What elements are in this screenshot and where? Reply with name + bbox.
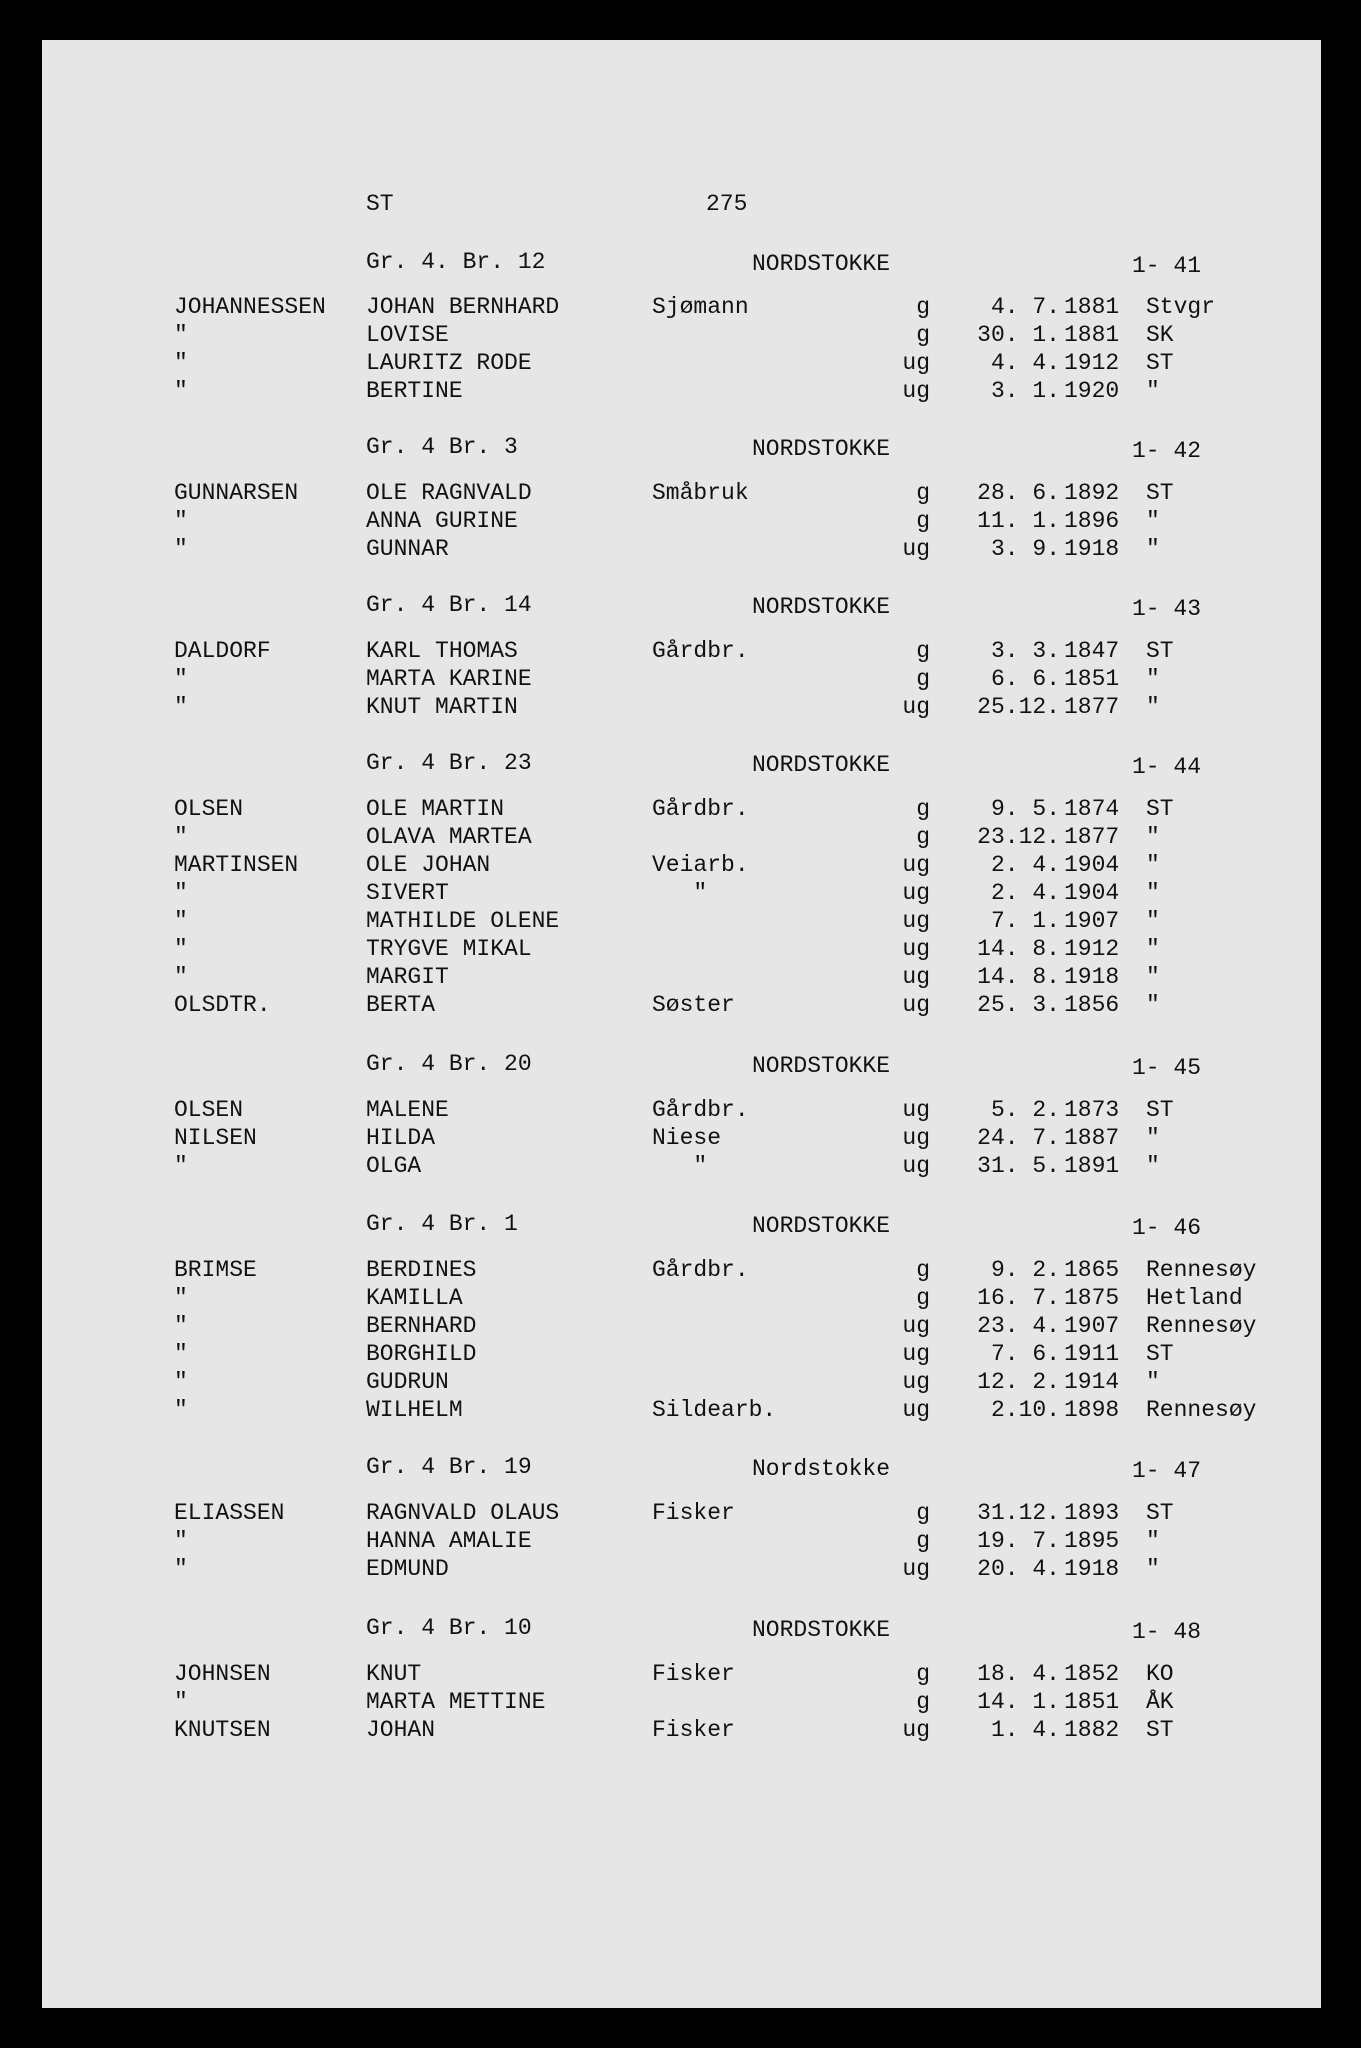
person-row (0, 321, 1361, 349)
person-birth-year: 1877 (1064, 824, 1120, 850)
person-row (0, 507, 1361, 535)
person-given-name: BERDINES (366, 1257, 477, 1283)
person-birth-year: 1895 (1064, 1528, 1120, 1554)
person-marital-status: g (916, 796, 930, 822)
person-row (0, 349, 1361, 377)
person-birthplace: " (1146, 992, 1160, 1018)
person-birthplace: Rennesøy (1146, 1397, 1257, 1423)
person-given-name: JOHAN BERNHARD (366, 294, 560, 320)
person-birth-date: 9. 5. (990, 796, 1060, 822)
person-birth-date: 3. 1. (990, 378, 1060, 404)
person-birth-year: 1891 (1064, 1153, 1120, 1179)
person-surname: KNUTSEN (174, 1717, 271, 1743)
household-section (0, 1210, 1361, 1423)
person-row (0, 1124, 1361, 1152)
person-surname: " (174, 908, 188, 934)
person-birth-year: 1907 (1064, 1313, 1120, 1339)
person-birth-date: 3. 3. (990, 638, 1060, 664)
person-given-name: WILHELM (366, 1397, 463, 1423)
person-birthplace: ST (1146, 796, 1174, 822)
person-marital-status: ug (902, 694, 930, 720)
person-occupation: Veiarb. (652, 852, 749, 878)
person-given-name: OLE MARTIN (366, 796, 505, 822)
person-marital-status: ug (902, 936, 930, 962)
person-row (0, 1284, 1361, 1312)
section-number: 1- 41 (1132, 253, 1202, 279)
person-given-name: SIVERT (366, 880, 449, 906)
person-birthplace: Stvgr (1146, 294, 1216, 320)
person-birth-year: 1852 (1064, 1661, 1120, 1687)
person-birth-date: 14. 8. (977, 936, 1060, 962)
person-occupation: Gårdbr. (652, 1097, 749, 1123)
person-birth-year: 1881 (1064, 322, 1120, 348)
person-birth-date: 14. 8. (977, 964, 1060, 990)
person-given-name: MARGIT (366, 964, 449, 990)
person-birth-year: 1907 (1064, 908, 1120, 934)
person-marital-status: ug (902, 1556, 930, 1582)
person-given-name: OLE RAGNVALD (366, 480, 532, 506)
section-label: Gr. 4 Br. 3 (366, 434, 518, 460)
person-surname: OLSDTR. (174, 992, 271, 1018)
person-birthplace: " (1146, 1153, 1160, 1179)
person-birthplace: ST (1146, 1341, 1174, 1367)
person-birth-year: 1893 (1064, 1500, 1120, 1526)
person-marital-status: g (916, 1257, 930, 1283)
person-birth-year: 1875 (1064, 1285, 1120, 1311)
person-birth-date: 1. 4. (990, 1717, 1060, 1743)
person-row (0, 851, 1361, 879)
person-birth-year: 1877 (1064, 694, 1120, 720)
person-birth-date: 9. 2. (990, 1257, 1060, 1283)
person-row (0, 963, 1361, 991)
person-birth-year: 1896 (1064, 508, 1120, 534)
person-birth-date: 4. 7. (990, 294, 1060, 320)
person-birthplace: ST (1146, 1097, 1174, 1123)
person-row (0, 1499, 1361, 1527)
person-birth-year: 1914 (1064, 1369, 1120, 1395)
person-birthplace: " (1146, 1556, 1160, 1582)
person-marital-status: g (916, 1661, 930, 1687)
page-header-code: ST (366, 191, 394, 217)
person-birth-date: 6. 6. (990, 666, 1060, 692)
household-section (0, 1614, 1361, 1764)
person-given-name: KAMILLA (366, 1285, 463, 1311)
section-number: 1- 42 (1132, 438, 1202, 464)
person-row (0, 935, 1361, 963)
person-given-name: LAURITZ RODE (366, 350, 532, 376)
person-occupation: Gårdbr. (652, 1257, 749, 1283)
section-label: Gr. 4 Br. 14 (366, 592, 532, 618)
person-occupation: Sjømann (652, 294, 749, 320)
person-birth-date: 4. 4. (990, 350, 1060, 376)
person-birth-year: 1847 (1064, 638, 1120, 664)
section-label: Gr. 4. Br. 12 (366, 249, 546, 275)
person-surname: " (174, 1369, 188, 1395)
person-occupation: Søster (652, 992, 735, 1018)
section-label: Gr. 4 Br. 20 (366, 1051, 532, 1077)
person-given-name: GUNNAR (366, 536, 449, 562)
person-occupation: Fisker (652, 1717, 735, 1743)
person-row (0, 1555, 1361, 1583)
person-birth-year: 1918 (1064, 1556, 1120, 1582)
person-marital-status: ug (902, 852, 930, 878)
person-birthplace: ST (1146, 480, 1174, 506)
section-place: NORDSTOKKE (752, 1617, 891, 1643)
section-place: NORDSTOKKE (752, 594, 891, 620)
person-occupation: Småbruk (652, 480, 749, 506)
person-surname: " (174, 1689, 188, 1715)
person-birthplace: " (1146, 536, 1160, 562)
person-birth-year: 1865 (1064, 1257, 1120, 1283)
person-row (0, 1688, 1361, 1716)
person-birthplace: Rennesøy (1146, 1257, 1257, 1283)
person-birth-date: 7. 6. (990, 1341, 1060, 1367)
person-marital-status: ug (902, 992, 930, 1018)
person-birth-year: 1856 (1064, 992, 1120, 1018)
person-given-name: RAGNVALD OLAUS (366, 1500, 560, 1526)
person-birthplace: ST (1146, 1717, 1174, 1743)
person-birth-year: 1873 (1064, 1097, 1120, 1123)
section-place: NORDSTOKKE (752, 1213, 891, 1239)
person-row (0, 1256, 1361, 1284)
household-section (0, 433, 1361, 583)
person-marital-status: ug (902, 1397, 930, 1423)
person-birth-date: 7. 1. (990, 908, 1060, 934)
section-number: 1- 44 (1132, 754, 1202, 780)
person-row (0, 1396, 1361, 1424)
person-surname: OLSEN (174, 796, 244, 822)
person-row (0, 1716, 1361, 1744)
person-birth-date: 11. 1. (977, 508, 1060, 534)
person-marital-status: ug (902, 964, 930, 990)
person-row (0, 293, 1361, 321)
household-section (0, 591, 1361, 741)
person-surname: " (174, 1313, 188, 1339)
person-birth-date: 5. 2. (990, 1097, 1060, 1123)
person-birthplace: SK (1146, 322, 1174, 348)
person-occupation: Fisker (652, 1661, 735, 1687)
person-birthplace: " (1146, 824, 1160, 850)
person-birth-date: 28. 6. (977, 480, 1060, 506)
person-row (0, 1368, 1361, 1396)
person-surname: ELIASSEN (174, 1500, 285, 1526)
person-row (0, 823, 1361, 851)
person-birth-year: 1881 (1064, 294, 1120, 320)
person-surname: JOHANNESSEN (174, 294, 326, 320)
person-birth-year: 1920 (1064, 378, 1120, 404)
section-number: 1- 45 (1132, 1055, 1202, 1081)
person-birth-date: 3. 9. (990, 536, 1060, 562)
person-occupation: Gårdbr. (652, 638, 749, 664)
person-marital-status: ug (902, 1153, 930, 1179)
person-birth-year: 1851 (1064, 666, 1120, 692)
person-birthplace: " (1146, 1528, 1160, 1554)
person-birth-date: 31. 5. (977, 1153, 1060, 1179)
person-marital-status: g (916, 508, 930, 534)
person-row (0, 1527, 1361, 1555)
person-birthplace: Hetland (1146, 1285, 1243, 1311)
person-surname: " (174, 1153, 188, 1179)
person-occupation: Gårdbr. (652, 796, 749, 822)
person-birth-year: 1912 (1064, 936, 1120, 962)
person-birth-year: 1911 (1064, 1341, 1120, 1367)
person-birth-date: 16. 7. (977, 1285, 1060, 1311)
person-birth-date: 30. 1. (977, 322, 1060, 348)
person-marital-status: ug (902, 350, 930, 376)
person-marital-status: ug (902, 880, 930, 906)
person-birthplace: KO (1146, 1661, 1174, 1687)
person-birth-year: 1851 (1064, 1689, 1120, 1715)
person-surname: " (174, 824, 188, 850)
section-place: NORDSTOKKE (752, 752, 891, 778)
person-marital-status: ug (902, 536, 930, 562)
person-surname: " (174, 1556, 188, 1582)
person-given-name: TRYGVE MIKAL (366, 936, 532, 962)
person-surname: JOHNSEN (174, 1661, 271, 1687)
person-birthplace: " (1146, 1369, 1160, 1395)
person-birth-date: 20. 4. (977, 1556, 1060, 1582)
person-birthplace: " (1146, 694, 1160, 720)
person-marital-status: g (916, 1500, 930, 1526)
person-given-name: HILDA (366, 1125, 436, 1151)
person-given-name: ANNA GURINE (366, 508, 518, 534)
person-birth-year: 1918 (1064, 536, 1120, 562)
person-surname: " (174, 378, 188, 404)
section-number: 1- 43 (1132, 596, 1202, 622)
person-birthplace: " (1146, 1125, 1160, 1151)
person-birthplace: " (1146, 908, 1160, 934)
person-marital-status: ug (902, 908, 930, 934)
person-marital-status: g (916, 1285, 930, 1311)
person-row (0, 1152, 1361, 1180)
household-section (0, 248, 1361, 404)
person-birth-date: 31.12. (977, 1500, 1060, 1526)
person-given-name: MARTA METTINE (366, 1689, 546, 1715)
person-surname: OLSEN (174, 1097, 244, 1123)
person-birth-date: 14. 1. (977, 1689, 1060, 1715)
person-occupation: " (652, 880, 708, 906)
person-birthplace: " (1146, 378, 1160, 404)
person-marital-status: ug (902, 1717, 930, 1743)
person-birth-year: 1904 (1064, 852, 1120, 878)
person-given-name: MALENE (366, 1097, 449, 1123)
person-surname: " (174, 694, 188, 720)
section-place: NORDSTOKKE (752, 251, 891, 277)
person-given-name: BERNHARD (366, 1313, 477, 1339)
person-occupation: " (652, 1153, 708, 1179)
household-section (0, 1050, 1361, 1200)
person-given-name: GUDRUN (366, 1369, 449, 1395)
person-given-name: HANNA AMALIE (366, 1528, 532, 1554)
person-row (0, 665, 1361, 693)
person-marital-status: ug (902, 1313, 930, 1339)
person-birthplace: " (1146, 666, 1160, 692)
person-marital-status: ug (902, 1369, 930, 1395)
person-given-name: KNUT MARTIN (366, 694, 518, 720)
person-given-name: OLAVA MARTEA (366, 824, 532, 850)
person-birthplace: ÅK (1146, 1689, 1174, 1715)
person-row (0, 1340, 1361, 1368)
household-section (0, 749, 1361, 1018)
person-surname: " (174, 666, 188, 692)
person-birth-year: 1874 (1064, 796, 1120, 822)
person-surname: " (174, 508, 188, 534)
person-marital-status: g (916, 638, 930, 664)
person-surname: DALDORF (174, 638, 271, 664)
page-number: 275 (706, 191, 748, 217)
person-given-name: BERTA (366, 992, 436, 1018)
person-marital-status: g (916, 824, 930, 850)
section-number: 1- 47 (1132, 1458, 1202, 1484)
person-row (0, 991, 1361, 1019)
person-birthplace: ST (1146, 1500, 1174, 1526)
person-given-name: JOHAN (366, 1717, 436, 1743)
person-surname: NILSEN (174, 1125, 257, 1151)
person-birth-date: 23.12. (977, 824, 1060, 850)
person-birth-year: 1918 (1064, 964, 1120, 990)
person-marital-status: ug (902, 378, 930, 404)
person-birth-date: 25.12. (977, 694, 1060, 720)
person-surname: BRIMSE (174, 1257, 257, 1283)
person-given-name: BERTINE (366, 378, 463, 404)
person-birth-date: 23. 4. (977, 1313, 1060, 1339)
person-birth-year: 1904 (1064, 880, 1120, 906)
person-birthplace: " (1146, 880, 1160, 906)
person-birthplace: " (1146, 508, 1160, 534)
person-birth-date: 2.10. (990, 1397, 1060, 1423)
person-row (0, 907, 1361, 935)
person-birth-date: 2. 4. (990, 852, 1060, 878)
person-given-name: BORGHILD (366, 1341, 477, 1367)
person-surname: " (174, 350, 188, 376)
person-birthplace: Rennesøy (1146, 1313, 1257, 1339)
person-row (0, 535, 1361, 563)
person-row (0, 693, 1361, 721)
person-given-name: OLGA (366, 1153, 422, 1179)
person-row (0, 479, 1361, 507)
person-given-name: LOVISE (366, 322, 449, 348)
person-surname: GUNNARSEN (174, 480, 299, 506)
section-label: Gr. 4 Br. 23 (366, 750, 532, 776)
person-birthplace: ST (1146, 638, 1174, 664)
household-section (0, 1453, 1361, 1603)
person-birth-year: 1887 (1064, 1125, 1120, 1151)
person-given-name: MARTA KARINE (366, 666, 532, 692)
person-row (0, 377, 1361, 405)
person-surname: " (174, 322, 188, 348)
person-row (0, 637, 1361, 665)
person-birth-date: 12. 2. (977, 1369, 1060, 1395)
person-birth-year: 1892 (1064, 480, 1120, 506)
person-surname: " (174, 1397, 188, 1423)
person-surname: " (174, 880, 188, 906)
person-birth-year: 1882 (1064, 1717, 1120, 1743)
person-marital-status: g (916, 1689, 930, 1715)
person-surname: " (174, 1528, 188, 1554)
person-birth-date: 24. 7. (977, 1125, 1060, 1151)
person-marital-status: g (916, 294, 930, 320)
person-surname: MARTINSEN (174, 852, 299, 878)
person-given-name: MATHILDE OLENE (366, 908, 560, 934)
person-birth-date: 2. 4. (990, 880, 1060, 906)
person-surname: " (174, 1285, 188, 1311)
section-number: 1- 46 (1132, 1215, 1202, 1241)
person-birth-year: 1898 (1064, 1397, 1120, 1423)
person-row (0, 1096, 1361, 1124)
person-birth-date: 18. 4. (977, 1661, 1060, 1687)
person-occupation: Niese (652, 1125, 722, 1151)
person-occupation: Fisker (652, 1500, 735, 1526)
person-birth-date: 19. 7. (977, 1528, 1060, 1554)
person-birth-year: 1912 (1064, 350, 1120, 376)
person-birth-date: 25. 3. (977, 992, 1060, 1018)
person-birthplace: " (1146, 936, 1160, 962)
person-marital-status: g (916, 480, 930, 506)
person-row (0, 795, 1361, 823)
person-birthplace: " (1146, 852, 1160, 878)
person-marital-status: g (916, 1528, 930, 1554)
person-row (0, 1660, 1361, 1688)
person-given-name: KARL THOMAS (366, 638, 518, 664)
person-birthplace: ST (1146, 350, 1174, 376)
person-marital-status: ug (902, 1341, 930, 1367)
person-surname: " (174, 536, 188, 562)
person-marital-status: g (916, 322, 930, 348)
person-occupation: Sildearb. (652, 1397, 777, 1423)
section-number: 1- 48 (1132, 1619, 1202, 1645)
person-surname: " (174, 964, 188, 990)
person-given-name: EDMUND (366, 1556, 449, 1582)
person-given-name: OLE JOHAN (366, 852, 491, 878)
section-label: Gr. 4 Br. 19 (366, 1454, 532, 1480)
person-given-name: KNUT (366, 1661, 422, 1687)
section-label: Gr. 4 Br. 10 (366, 1615, 532, 1641)
person-birthplace: " (1146, 964, 1160, 990)
person-marital-status: g (916, 666, 930, 692)
section-place: Nordstokke (752, 1456, 891, 1482)
person-surname: " (174, 936, 188, 962)
person-marital-status: ug (902, 1097, 930, 1123)
section-label: Gr. 4 Br. 1 (366, 1211, 518, 1237)
person-row (0, 879, 1361, 907)
person-row (0, 1312, 1361, 1340)
section-place: NORDSTOKKE (752, 1053, 891, 1079)
section-place: NORDSTOKKE (752, 436, 891, 462)
person-surname: " (174, 1341, 188, 1367)
person-marital-status: ug (902, 1125, 930, 1151)
